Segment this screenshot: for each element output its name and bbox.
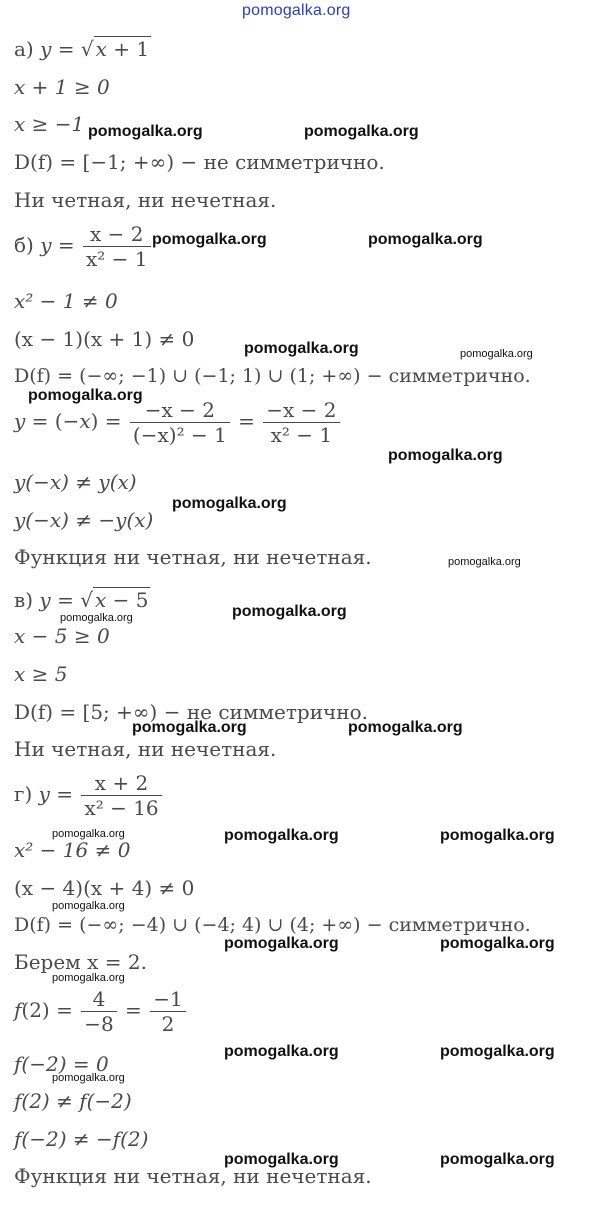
- watermark: pomogalka.org: [172, 495, 287, 512]
- part-b-conclusion: Функция ни четная, ни нечетная.: [14, 545, 372, 569]
- fraction-denominator: (−x)² − 1: [130, 422, 230, 447]
- fraction: [130, 398, 230, 447]
- part-d-line5: f(−2) ≠ −f(2): [14, 1127, 149, 1151]
- watermark: pomogalka.org: [440, 827, 555, 844]
- part-d-domain: D(f) = (−∞; −4) ∪ (−4; 4) ∪ (4; +∞) − симметрично.: [14, 914, 531, 936]
- watermark: pomogalka.org: [28, 387, 143, 404]
- sqrt-symbol: √ x + 1: [80, 37, 150, 61]
- fraction: [263, 398, 339, 447]
- watermark: pomogalka.org: [232, 603, 347, 620]
- part-a-line2: x ≥ −1: [14, 112, 85, 136]
- part-b-label: б): [14, 233, 34, 257]
- part-c-line1: x − 5 ≥ 0: [14, 624, 110, 648]
- watermark: pomogalka.org: [88, 123, 203, 140]
- fraction-denominator: x² − 1: [83, 246, 151, 271]
- part-d-f2-line: f(2) = $\frac{4}{-8}$ = $\frac{-1}{2}$: [14, 987, 188, 1036]
- fraction-numerator: −x − 2: [266, 398, 337, 422]
- part-a-func-line: а) y = √ x + 1: [14, 37, 150, 61]
- watermark: pomogalka.org: [224, 935, 339, 952]
- part-a-domain: D(f) = [−1; +∞) − не симметрично.: [14, 150, 385, 174]
- part-d-label: г): [14, 782, 33, 806]
- part-d-func-line: г) y = $\frac{x + 2}{\text{x² − 16}}$: [14, 771, 164, 820]
- watermark: pomogalka.org: [132, 719, 247, 736]
- watermark: pomogalka.org: [52, 972, 125, 984]
- fraction-denominator: x² − 16: [81, 795, 161, 820]
- part-d-take: Берем x = 2.: [14, 950, 147, 974]
- fraction-numerator: x − 2: [90, 222, 144, 246]
- watermark: pomogalka.org: [368, 231, 483, 248]
- fraction-numerator: 4: [92, 987, 106, 1011]
- header-watermark: pomogalka.org: [242, 2, 351, 19]
- watermark: pomogalka.org: [52, 828, 125, 840]
- part-b-line1: x² − 1 ≠ 0: [14, 289, 118, 313]
- part-b-func-line: б) y = $\frac{x - 2}{\text{x² − 1}}$: [14, 222, 153, 271]
- sqrt-symbol: √ x − 5: [80, 588, 149, 612]
- watermark: pomogalka.org: [440, 935, 555, 952]
- watermark: pomogalka.org: [440, 1043, 555, 1060]
- part-c-func-line: в) y = √ x − 5: [14, 588, 149, 612]
- part-c-line2: x ≥ 5: [14, 662, 68, 686]
- fraction: [81, 987, 116, 1036]
- watermark: pomogalka.org: [304, 123, 419, 140]
- watermark: pomogalka.org: [348, 719, 463, 736]
- part-b-line3: y(−x) ≠ y(x): [14, 470, 137, 494]
- part-c-label: в): [14, 588, 34, 612]
- part-c-domain: D(f) = [5; +∞) − не симметрично.: [14, 700, 368, 724]
- watermark: pomogalka.org: [244, 340, 359, 357]
- fraction: [83, 222, 151, 271]
- watermark: pomogalka.org: [60, 612, 133, 624]
- watermark: pomogalka.org: [152, 231, 267, 248]
- part-d-conclusion: Функция ни четная, ни нечетная.: [14, 1164, 372, 1188]
- watermark: pomogalka.org: [460, 348, 533, 360]
- part-d-line2: (x − 4)(x + 4) ≠ 0: [14, 876, 195, 900]
- part-c-conclusion: Ни четная, ни нечетная.: [14, 737, 277, 761]
- watermark: pomogalka.org: [224, 1151, 339, 1168]
- watermark: pomogalka.org: [52, 900, 125, 912]
- fraction-numerator: −x − 2: [144, 398, 215, 422]
- part-b-line4: y(−x) ≠ −y(x): [14, 508, 154, 532]
- fraction-numerator: −1: [153, 987, 183, 1011]
- fraction-denominator: x² − 1: [263, 422, 339, 447]
- watermark: pomogalka.org: [224, 1043, 339, 1060]
- part-b-line2: (x − 1)(x + 1) ≠ 0: [14, 327, 195, 351]
- part-d-line1: x² − 16 ≠ 0: [14, 838, 131, 862]
- part-b-substitution: y = (−x) = $\frac{-x - 2}{\text{(−x)² − 1}}$ = $\frac{-x - 2}{\text{x² − 1}}$: [14, 398, 342, 447]
- fraction-denominator: −8: [81, 1011, 116, 1036]
- part-b-domain: D(f) = (−∞; −1) ∪ (−1; 1) ∪ (1; +∞) − симметрично.: [14, 365, 531, 387]
- part-d-line4: f(2) ≠ f(−2): [14, 1089, 132, 1113]
- watermark: pomogalka.org: [224, 827, 339, 844]
- part-a-label: а): [14, 37, 34, 61]
- fraction: [81, 771, 161, 820]
- part-d-line3: f(−2) = 0: [14, 1052, 109, 1076]
- watermark: pomogalka.org: [388, 447, 503, 464]
- part-a-conclusion: Ни четная, ни нечетная.: [14, 188, 277, 212]
- watermark: pomogalka.org: [448, 556, 521, 568]
- watermark: pomogalka.org: [52, 1072, 125, 1084]
- part-a-line1: x + 1 ≥ 0: [14, 75, 110, 99]
- watermark: pomogalka.org: [440, 1151, 555, 1168]
- fraction: [150, 987, 185, 1036]
- fraction-denominator: 2: [150, 1011, 185, 1036]
- fraction-numerator: x + 2: [94, 771, 149, 795]
